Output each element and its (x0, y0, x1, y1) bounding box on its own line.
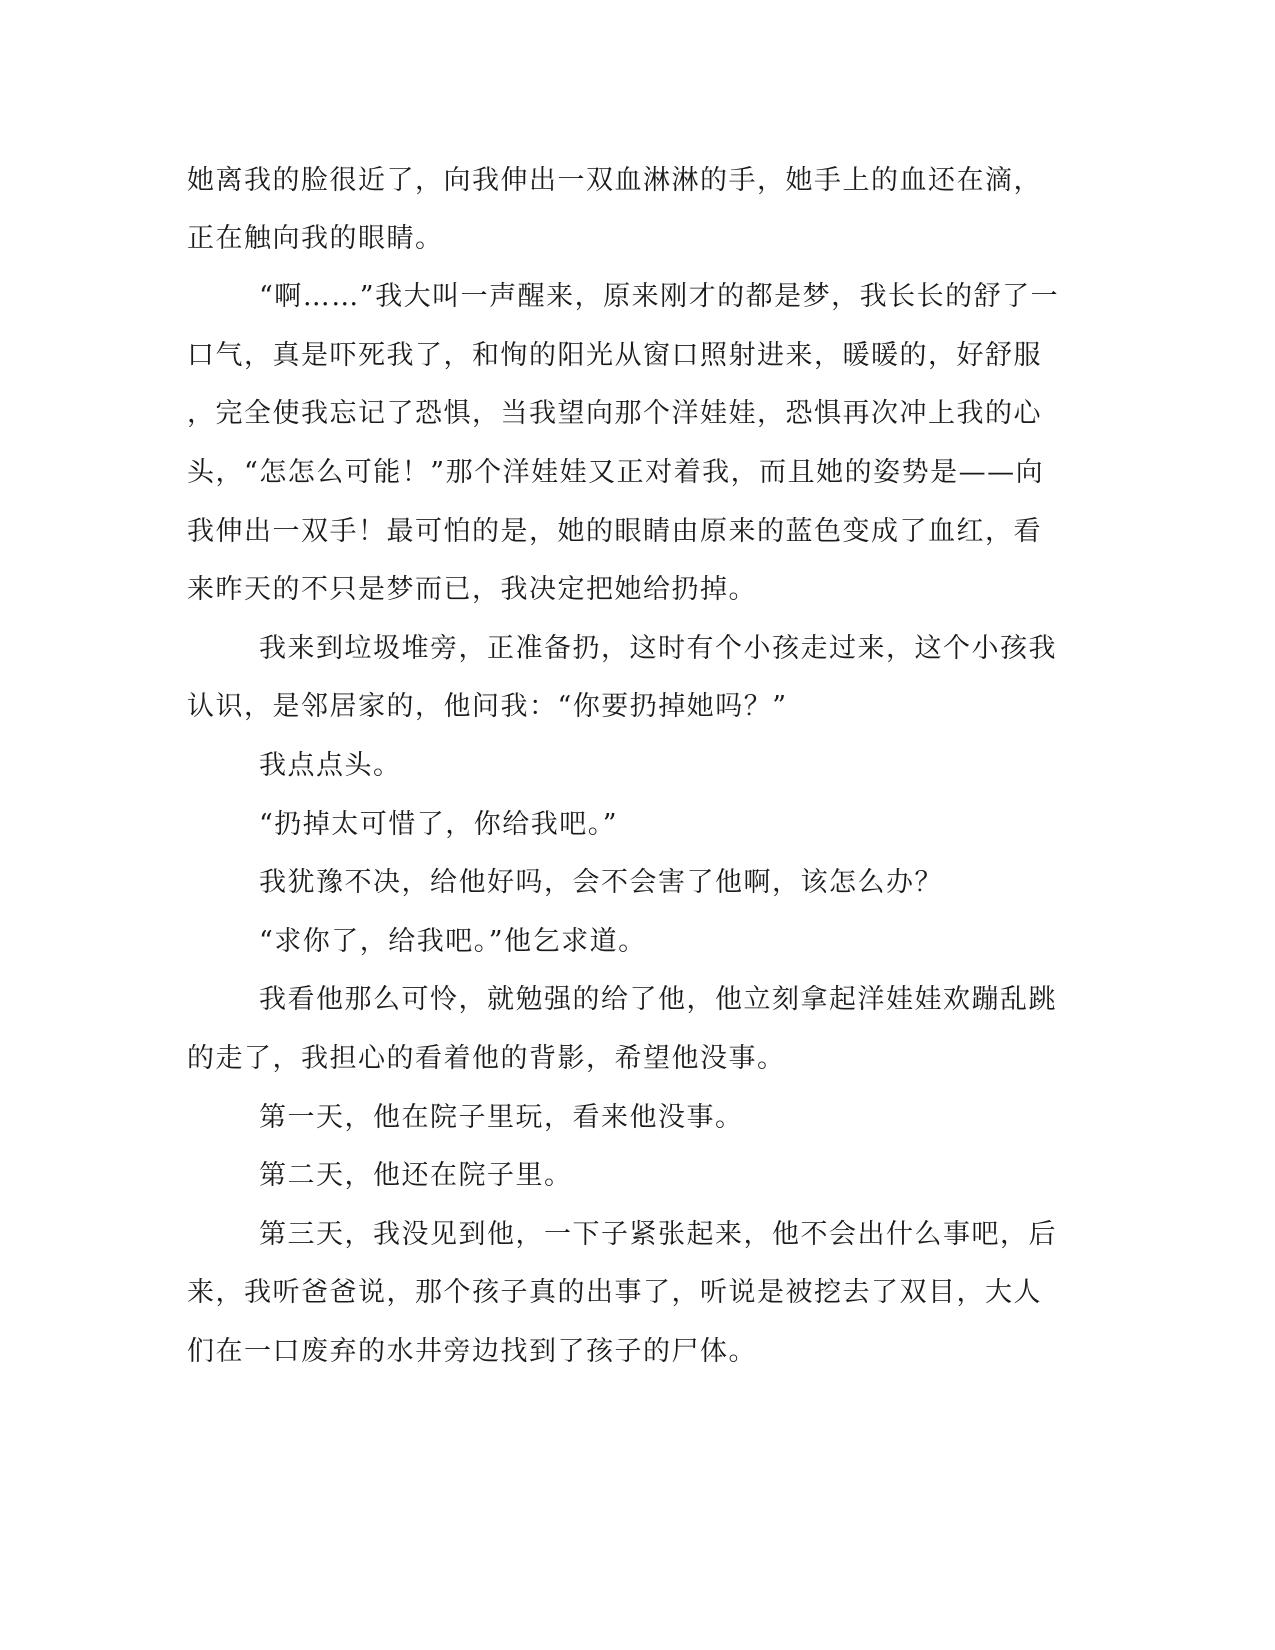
text-line: 来昨天的不只是梦而已，我决定把她给扔掉。 (187, 574, 757, 605)
text-line: 来，我听爸爸说，那个孩子真的出事了，听说是被挖去了双目，大人 (187, 1277, 1042, 1308)
paragraph-start: 第二天，他还在院子里。 (259, 1160, 573, 1191)
text-line: 的走了，我担心的看着他的背影，希望他没事。 (187, 1043, 786, 1074)
paragraph-start: 第一天，他在院子里玩，看来他没事。 (259, 1102, 744, 1133)
paragraph-start: “啊……”我大叫一声醒来，原来刚才的都是梦，我长长的舒了一 (259, 281, 1060, 312)
text-line: 头，“怎怎么可能！”那个洋娃娃又正对着我，而且她的姿势是——向 (187, 457, 1045, 488)
text-line: 口气，真是吓死我了，和恂的阳光从窗口照射进来，暖暖的，好舒服 (187, 340, 1042, 371)
text-line: ，完全使我忘记了恐惧，当我望向那个洋娃娃，恐惧再次冲上我的心 (187, 398, 1042, 429)
text-line: 正在触向我的眼睛。 (187, 223, 444, 254)
text-line: 认识，是邻居家的，他问我：“你要扔掉她吗？” (187, 691, 788, 722)
text-line: 她离我的脸很近了，向我伸出一双血淋淋的手，她手上的血还在滴， (187, 165, 1042, 196)
text-line: 们在一口废弃的水井旁边找到了孩子的尸体。 (187, 1336, 757, 1367)
paragraph-start: 我点点头。 (259, 750, 402, 781)
paragraph-start: “扔掉太可惜了，你给我吧。” (259, 809, 619, 840)
paragraph-start: 我犹豫不决，给他好吗，会不会害了他啊，该怎么办？ (259, 867, 943, 898)
paragraph-start: 我来到垃圾堆旁，正准备扔，这时有个小孩走过来，这个小孩我 (259, 633, 1057, 664)
paragraph-start: 第三天，我没见到他，一下子紧张起来，他不会出什么事吧，后 (259, 1219, 1057, 1250)
paragraph-start: “求你了，给我吧。”他乞求道。 (259, 926, 647, 957)
text-line: 我伸出一双手！最可怕的是，她的眼睛由原来的蓝色变成了血红，看 (187, 516, 1042, 547)
paragraph-start: 我看他那么可怜，就勉强的给了他，他立刻拿起洋娃娃欢蹦乱跳 (259, 984, 1057, 1015)
